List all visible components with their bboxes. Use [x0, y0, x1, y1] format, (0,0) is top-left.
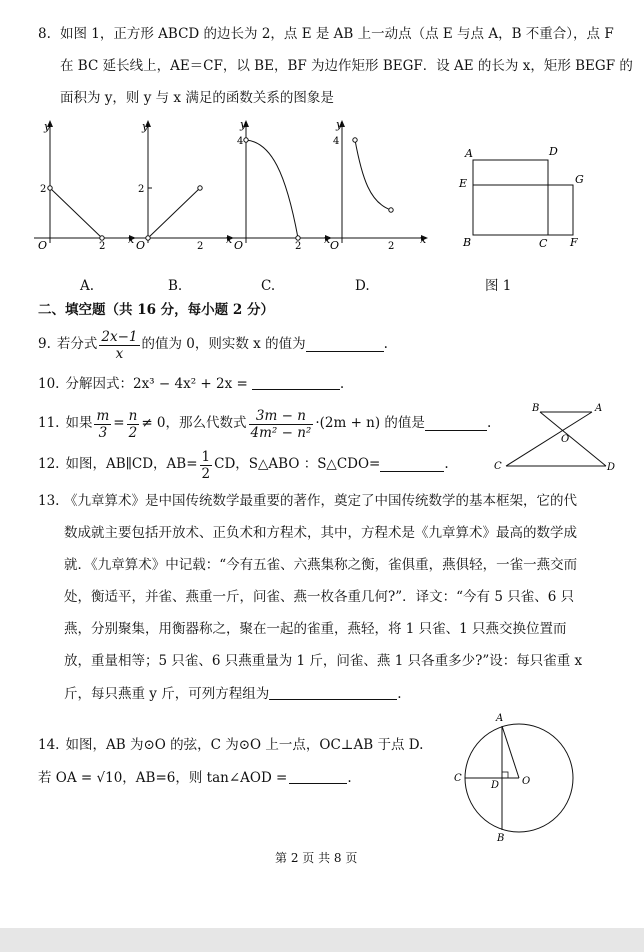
graph-d-tick-y4: 4 [333, 136, 340, 147]
graph-c-tick-x2: 2 [295, 241, 302, 252]
fig1-label-e: E [459, 177, 468, 190]
q9-frac-num: 2x−1 [101, 328, 138, 345]
q12-fig-b: B [532, 403, 540, 414]
q11-number: 11. [38, 415, 60, 432]
graph-c-y-label: y [240, 118, 247, 131]
q8-graph-c [226, 118, 336, 253]
q12-post: CD，S△ABO ：S△CDO= [214, 456, 381, 473]
graph-b-origin: O [136, 239, 146, 252]
q13-number: 13. [38, 493, 60, 509]
q12-pre: 如图，AB∥CD，AB= [65, 456, 198, 473]
q8-graph-a [30, 118, 140, 253]
q11-end: . [486, 415, 492, 432]
q11-pre: 如果 [65, 415, 93, 432]
q11-frac-n2 [127, 408, 140, 441]
q11-f3-num: 3m − n [249, 408, 314, 425]
q11-f2-den: 2 [128, 424, 138, 441]
graph-b-tick-x2: 2 [197, 241, 204, 252]
q9-answer-blank[interactable] [306, 339, 384, 352]
graph-d-x-label: x [420, 233, 427, 246]
q12-answer-blank[interactable] [380, 459, 444, 472]
q10-end: . [339, 376, 345, 392]
q8-option-a: A. [80, 278, 95, 294]
q13-line7-text: 斤，每只燕重 y 斤，可列方程组为 [64, 686, 270, 702]
q12-number: 12. [38, 456, 60, 473]
q14-line2-text: 若 OA = √10，AB=6，则 tan∠AOD = [38, 770, 288, 786]
q11-ne: ≠ 0，那么代数式 [141, 415, 247, 432]
q11-frac-m3 [94, 408, 111, 441]
q12-fig-a: A [595, 403, 603, 414]
q12-end: . [444, 456, 449, 473]
q8-option-c: C. [261, 278, 276, 294]
q14-fig-a: A [496, 713, 504, 724]
fig1-label-a: A [465, 147, 473, 160]
q11-f3-den: 4m² − n² [250, 424, 312, 441]
q12-fig-c: C [494, 461, 502, 472]
q8-graph-d [322, 118, 432, 253]
page-footer: 第 2 页 共 8 页 [275, 851, 358, 865]
q13-line5: 燕，分别聚集，用衡器称之，聚在一起的雀重，燕轻，将 1 只雀、1 只燕交换位置而 [64, 621, 567, 637]
q11-f1-num: m [96, 407, 110, 424]
q13-line3: 就．《九章算术》中记载：“今有五雀、六燕集称之衡，雀俱重，燕俱轻，一雀一燕交而 [64, 557, 578, 573]
fig1-label-g: G [575, 173, 584, 186]
q8-line1: 如图 1，正方形 ABCD 的边长为 2，点 E 是 AB 上一动点（点 E 与点 A，B 不重合），点 F [60, 26, 614, 42]
q13-end: . [397, 686, 402, 702]
q14-line1 [38, 739, 423, 753]
q13-line7 [64, 687, 402, 702]
q8-number: 8. [38, 26, 51, 42]
q12-frac-den: 2 [201, 465, 211, 482]
q14-fig-o: O [522, 776, 531, 787]
graph-a-x-label: x [128, 233, 135, 246]
graph-d-tick-x2: 2 [388, 241, 395, 252]
graph-a-tick-y2: 2 [40, 184, 47, 195]
q8-figure1 [455, 140, 595, 255]
q12-fraction [200, 449, 213, 482]
graph-a-y-label: y [44, 120, 51, 133]
graph-d-origin: O [330, 239, 340, 252]
q14-fig-c: C [454, 773, 462, 784]
q11-eq: = [113, 415, 125, 432]
q10 [38, 377, 344, 392]
graph-d-y-label: y [336, 118, 343, 131]
q12-fig-d: D [607, 462, 616, 473]
q9-number: 9. [38, 336, 51, 353]
graph-c-origin: O [234, 239, 244, 252]
q11 [38, 404, 491, 444]
graph-b-x-label: x [226, 233, 233, 246]
q14-answer-blank[interactable] [289, 771, 347, 784]
q14-fig-b: B [497, 833, 505, 844]
fig1-label-b: B [463, 236, 472, 249]
q14-end: . [347, 770, 352, 786]
q8-line3: 面积为 y，则 y 与 x 满足的函数关系的图象是 [60, 90, 334, 106]
q9-pre: 若分式 [56, 336, 98, 353]
q11-frac-expr [249, 408, 314, 441]
q13-line4: 处，衡适平，并雀、燕重一斤，问雀、燕一枚各重几何?”．译文：“今有 5 只雀、6 只 [64, 589, 575, 605]
q14-line2 [38, 771, 352, 786]
q13-line1: 《九章算术》是中国传统数学最重要的著作，奠定了中国传统数学的基本框架，它的代 [64, 493, 577, 509]
q12-frac-num: 1 [201, 448, 211, 465]
q10-number: 10. [38, 376, 60, 392]
q8-option-b: B. [168, 278, 183, 294]
graph-b-y-label: y [142, 120, 149, 133]
graph-a-tick-x2: 2 [99, 241, 106, 252]
q13-line6: 放，重量相等；5 只雀、6 只燕重量为 1 斤，问雀、燕 1 只各重多少?”设：每只雀重 x [64, 653, 583, 669]
section2-title: 二、填空题（共 16 分，每小题 2 分） [38, 302, 274, 318]
q14-number: 14. [38, 737, 60, 753]
q8-figure-caption: 图 1 [485, 278, 512, 294]
q13-answer-blank[interactable] [269, 687, 397, 700]
fig1-label-c: C [539, 237, 548, 250]
q8-graph-b [128, 118, 238, 253]
graph-c-tick-y4: 4 [237, 136, 244, 147]
q11-answer-blank[interactable] [425, 418, 487, 431]
q13-line2: 数成就主要包括开放术、正负术和方程术，其中，方程术是《九章算术》最高的数学成 [64, 525, 577, 541]
q9-post: 的值为 0，则实数 x 的值为 [141, 336, 306, 353]
q12-figure [488, 398, 618, 476]
q14-fig-d: D [491, 780, 500, 791]
q12-fig-o: O [561, 434, 570, 445]
q8-line2: 在 BC 延长线上，AE＝CF，以 BE，BF 为边作矩形 BEGF．设 AE 的长为 x，矩形 BEGF 的 [60, 58, 633, 74]
q11-f2-num: n [128, 407, 138, 424]
graph-a-origin: O [38, 239, 48, 252]
q9-fraction [99, 329, 139, 362]
q9 [38, 325, 388, 365]
fig1-label-d: D [549, 145, 558, 158]
q9-end: . [383, 336, 388, 353]
q11-post: ·(2m + n) 的值是 [315, 415, 425, 432]
q10-text: 分解因式：2x³ − 4x² + 2x = [65, 376, 248, 392]
q14-line1-text: 如图，AB 为⊙O 的弦，C 为⊙O 上一点，OC⊥AB 于点 D. [65, 737, 424, 753]
q10-answer-blank[interactable] [252, 377, 340, 390]
q8-option-d: D. [355, 278, 370, 294]
q14-figure [450, 710, 590, 845]
q9-frac-den: x [115, 345, 124, 362]
q11-f1-den: 3 [98, 424, 108, 441]
graph-b-tick-y2: 2 [138, 184, 145, 195]
bottom-gray-bar [0, 928, 644, 952]
fig1-label-f: F [570, 236, 578, 249]
q12 [38, 445, 449, 485]
graph-c-x-label: x [324, 233, 331, 246]
